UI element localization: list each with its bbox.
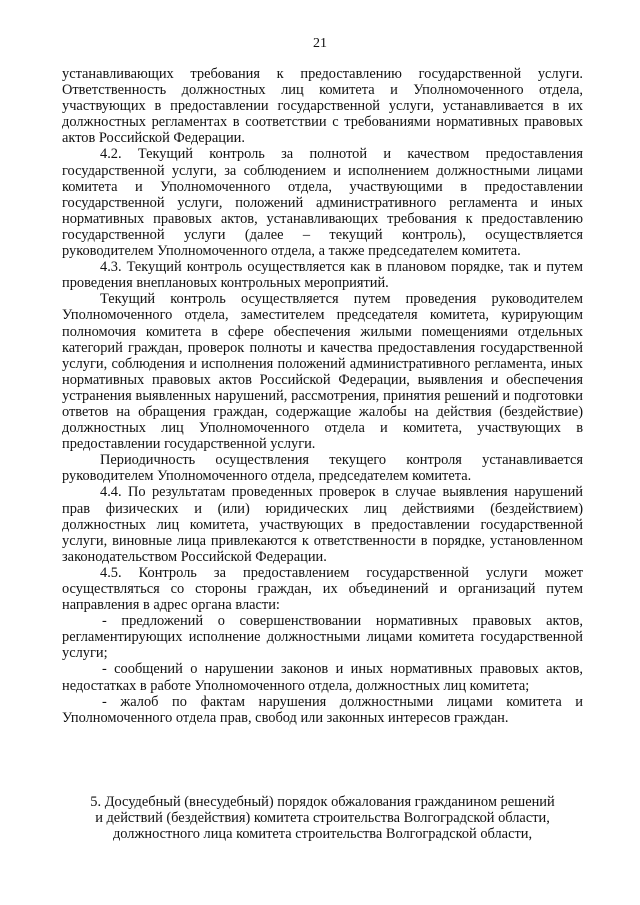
list-item-reports: - сообщений о нарушении законов и иных нормативных правовых актов, недостатках в работе Уполномоченного отдела, должностных лиц комитета; [62,661,583,694]
page-number: 21 [313,36,327,51]
list-item-complaints: - жалоб по фактам нарушения должностными лицами комитета и Уполномоченного отдела прав, свобод или законных интересов граждан. [62,693,583,726]
paragraph-4-4: 4.4. По результатам проведенных проверок в случае выявления нарушений прав физических и (или) юридических лиц действиями (бездействием) должностных лиц комитета, участвующих в предоставлении государственной услуги, виновные лица привлекаются к ответственности в порядке, установленном законодательством Российской Федерации. [62,484,583,565]
paragraph-4-2: 4.2. Текущий контроль за полнотой и качеством предоставления государственной услуги, за соблюдением и исполнением должностными лицами комитета и Уполномоченного отдела, участвующими в предоставлении государственной услуги, положений административного регламента и иных нормативных правовых актов, устанавливающих требования к предоставлению государственной услуги (далее – текущий контроль), осуществляется руководителем Уполномоченного отдела, а также председателем комитета. [62,146,583,260]
heading-line: и действий (бездействия) комитета строительства Волгоградской области, [95,810,550,827]
section-5-heading [62,794,583,842]
paragraph-periodicity: Периодичность осуществления текущего контроля устанавливается руководителем Уполномоченного отдела, председателем комитета. [62,452,583,485]
document-body [62,66,583,726]
paragraph-continuation: устанавливающих требования к предоставлению государственной услуги. Ответственность должностных лиц комитета и Уполномоченного отдела, участвующих в предоставлении государственной услуги, устанавливается в их должностных регламентах в соответствии с требованиями нормативных правовых актов Российской Федерации. [62,66,583,147]
paragraph-current-control: Текущий контроль осуществляется путем проведения руководителем Уполномоченного отдела, заместителем председателя комитета, курирующим полномочия комитета в сфере обеспечения жилыми помещениями отдельных категорий граждан, проверок полноты и качества предоставления государственной услуги, соблюдения и исполнения положений административного регламента, иных нормативных правовых актов Российской Федерации, выявления и обеспечения устранения выявленных нарушений, рассмотрения, принятия решений и подготовки ответов на обращения граждан, содержащие жалобы на действия (бездействие) должностных лиц Уполномоченного отдела и комитета, участвующих в предоставлении государственной услуги. [62,291,583,453]
heading-line: 5. Досудебный (внесудебный) порядок обжалования гражданином решений [90,794,555,810]
paragraph-4-5: 4.5. Контроль за предоставлением государственной услуги может осуществляться со стороны граждан, их объединений и организаций путем направления в адрес органа власти: [62,564,583,614]
list-item-proposals: - предложений о совершенствовании нормативных правовых актов, регламентирующих исполнение должностными лицами комитета государственной услуги; [62,613,583,662]
paragraph-4-3: 4.3. Текущий контроль осуществляется как в плановом порядке, так и путем проведения внеплановых контрольных мероприятий. [62,259,583,292]
heading-line: должностного лица комитета строительства Волгоградской области, [112,826,533,843]
